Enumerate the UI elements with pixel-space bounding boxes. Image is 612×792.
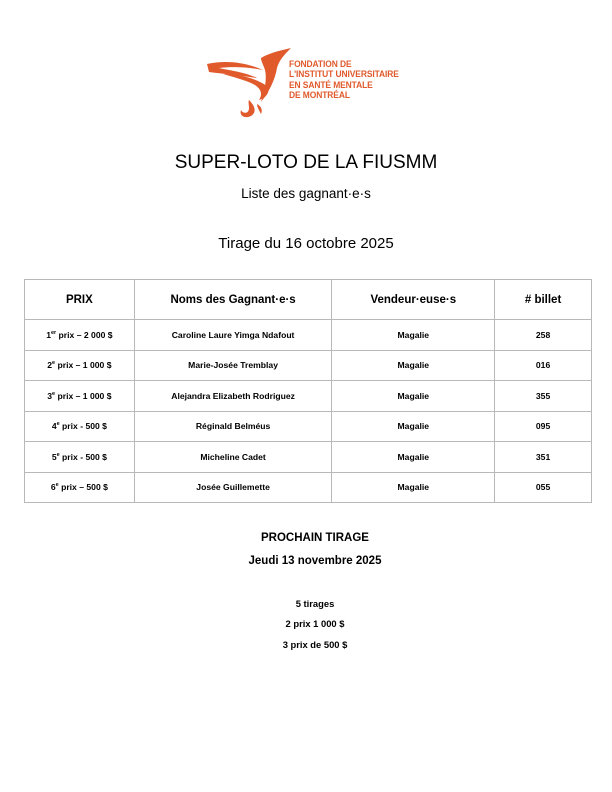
prize-cell: 2e prix – 1 000 $ — [25, 350, 135, 381]
table-row — [25, 472, 592, 503]
prize-cell: 5e prix - 500 $ — [25, 442, 135, 473]
ticket-cell: 095 — [495, 411, 592, 442]
ticket-cell: 351 — [495, 442, 592, 473]
prize-cell: 6e prix – 500 $ — [25, 472, 135, 503]
seller-cell: Magalie — [332, 350, 495, 381]
winners-table — [24, 279, 592, 503]
next-draw-prize-1000: 2 prix 1 000 $ — [285, 618, 345, 629]
table-header-row — [25, 280, 592, 320]
seller-cell: Magalie — [332, 472, 495, 503]
table-row — [25, 411, 592, 442]
ticket-cell: 258 — [495, 320, 592, 351]
logo-line: L'INSTITUT UNIVERSITAIRE — [289, 68, 399, 80]
next-draw-prize-500: 3 prix de 500 $ — [282, 639, 348, 650]
table-row — [25, 350, 592, 381]
column-header-winner: Noms des Gagnant·e·s — [134, 280, 332, 320]
next-draw-date: Jeudi 13 novembre 2025 — [248, 555, 382, 567]
seller-cell: Magalie — [332, 381, 495, 412]
next-draw-count: 5 tirages — [295, 598, 335, 609]
logo-line: EN SANTÉ MENTALE — [289, 78, 373, 90]
ticket-cell: 055 — [495, 472, 592, 503]
logo-line: DE MONTRÉAL — [289, 89, 350, 101]
page-subtitle: Liste des gagnant·e·s — [241, 186, 371, 201]
logo-line: FONDATION DE — [289, 58, 352, 69]
prize-cell: 1er prix – 2 000 $ — [25, 320, 135, 351]
prize-cell: 3e prix – 1 000 $ — [25, 381, 135, 412]
column-header-prize: PRIX — [25, 280, 135, 320]
column-header-seller: Vendeur·euse·s — [332, 280, 495, 320]
page-title: SUPER-LOTO DE LA FIUSMM — [174, 152, 438, 173]
logo-text — [289, 59, 397, 101]
ticket-cell: 016 — [495, 350, 592, 381]
winner-cell: Réginald Belméus — [134, 411, 332, 442]
seller-cell: Magalie — [332, 442, 495, 473]
seller-cell: Magalie — [332, 320, 495, 351]
table-row — [25, 381, 592, 412]
draw-date: Tirage du 16 octobre 2025 — [218, 235, 394, 252]
bird-icon — [205, 44, 295, 120]
seller-cell: Magalie — [332, 411, 495, 442]
winner-cell: Micheline Cadet — [134, 442, 332, 473]
table-row — [25, 442, 592, 473]
next-draw-title: PROCHAIN TIRAGE — [261, 532, 369, 544]
ticket-cell: 355 — [495, 381, 592, 412]
winner-cell: Josée Guillemette — [134, 472, 332, 503]
table-row — [25, 320, 592, 351]
column-header-ticket: # billet — [495, 280, 592, 320]
winner-cell: Marie-Josée Tremblay — [134, 350, 332, 381]
foundation-logo — [205, 44, 405, 120]
winner-cell: Caroline Laure Yimga Ndafout — [134, 320, 332, 351]
prize-cell: 4e prix - 500 $ — [25, 411, 135, 442]
winner-cell: Alejandra Elizabeth Rodriguez — [134, 381, 332, 412]
